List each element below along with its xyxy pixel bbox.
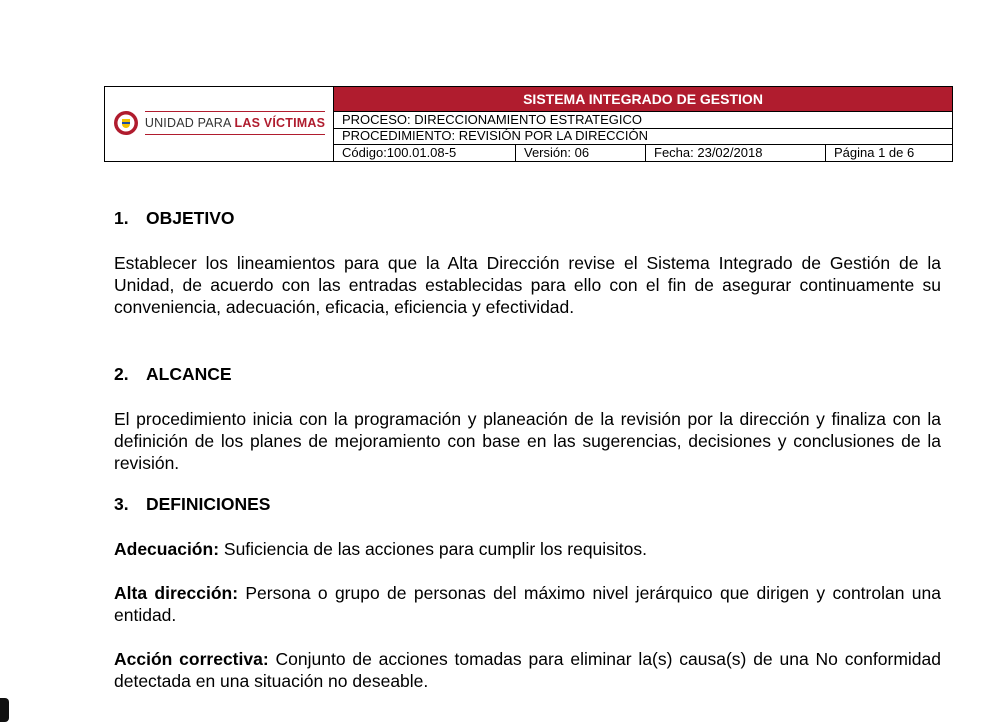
codigo-field: Código:100.01.08-5 [334, 145, 516, 162]
logo-text-bold: LAS VÍCTIMAS [234, 115, 326, 130]
fecha-field: Fecha: 23/02/2018 [646, 145, 826, 162]
definition-term: Alta dirección: [114, 583, 239, 603]
section-heading-objetivo: 1. OBJETIVO [114, 208, 235, 228]
procedimiento-field: PROCEDIMIENTO: REVISIÓN POR LA DIRECCIÓN [334, 128, 953, 145]
definition-term: Acción correctiva: [114, 649, 269, 669]
alcance-text: El procedimiento inicia con la programación y planeación de la revisión por la dirección y finaliza con la definición de los planes de mejoramiento con base en las sugerencias, decisiones y conclusiones de la revisión. [114, 409, 941, 473]
proceso-field: PROCESO: DIRECCIONAMIENTO ESTRATEGICO [334, 112, 953, 129]
definition-item: Alta dirección: Persona o grupo de personas del máximo nivel jerárquico que dirigen y controlan una entidad. [114, 583, 941, 625]
section-heading-alcance: 2. ALCANCE [114, 364, 232, 384]
logo-text-plain: UNIDAD PARA [144, 115, 235, 130]
version-field: Versión: 06 [516, 145, 646, 162]
colombia-shield-icon [113, 110, 139, 136]
window-edge-handle [0, 698, 9, 722]
pagina-field: Página 1 de 6 [826, 145, 953, 162]
objetivo-text: Establecer los lineamientos para que la Alta Dirección revise el Sistema Integrado de Gestión de la Unidad, de acuerdo con las entradas establecidas para ello con el fin de asegurar continuamente su conveniencia, adecuación, eficacia, eficiencia y efectividad. [114, 253, 941, 317]
section-heading-definiciones: 3. DEFINICIONES [114, 494, 271, 514]
logo-cell [105, 87, 334, 162]
definition-term: Adecuación: [114, 539, 220, 559]
logo-wordmark [145, 111, 325, 135]
logo [113, 110, 325, 136]
document-header-table [104, 86, 953, 162]
document-body [114, 206, 941, 692]
definition-item: Acción correctiva: Conjunto de acciones tomadas para eliminar la(s) causa(s) de una No conformidad detectada en una situación no deseable. [114, 649, 942, 691]
system-title: SISTEMA INTEGRADO DE GESTION [334, 87, 953, 112]
definition-item: Adecuación: Suficiencia de las acciones para cumplir los requisitos. [114, 539, 648, 559]
